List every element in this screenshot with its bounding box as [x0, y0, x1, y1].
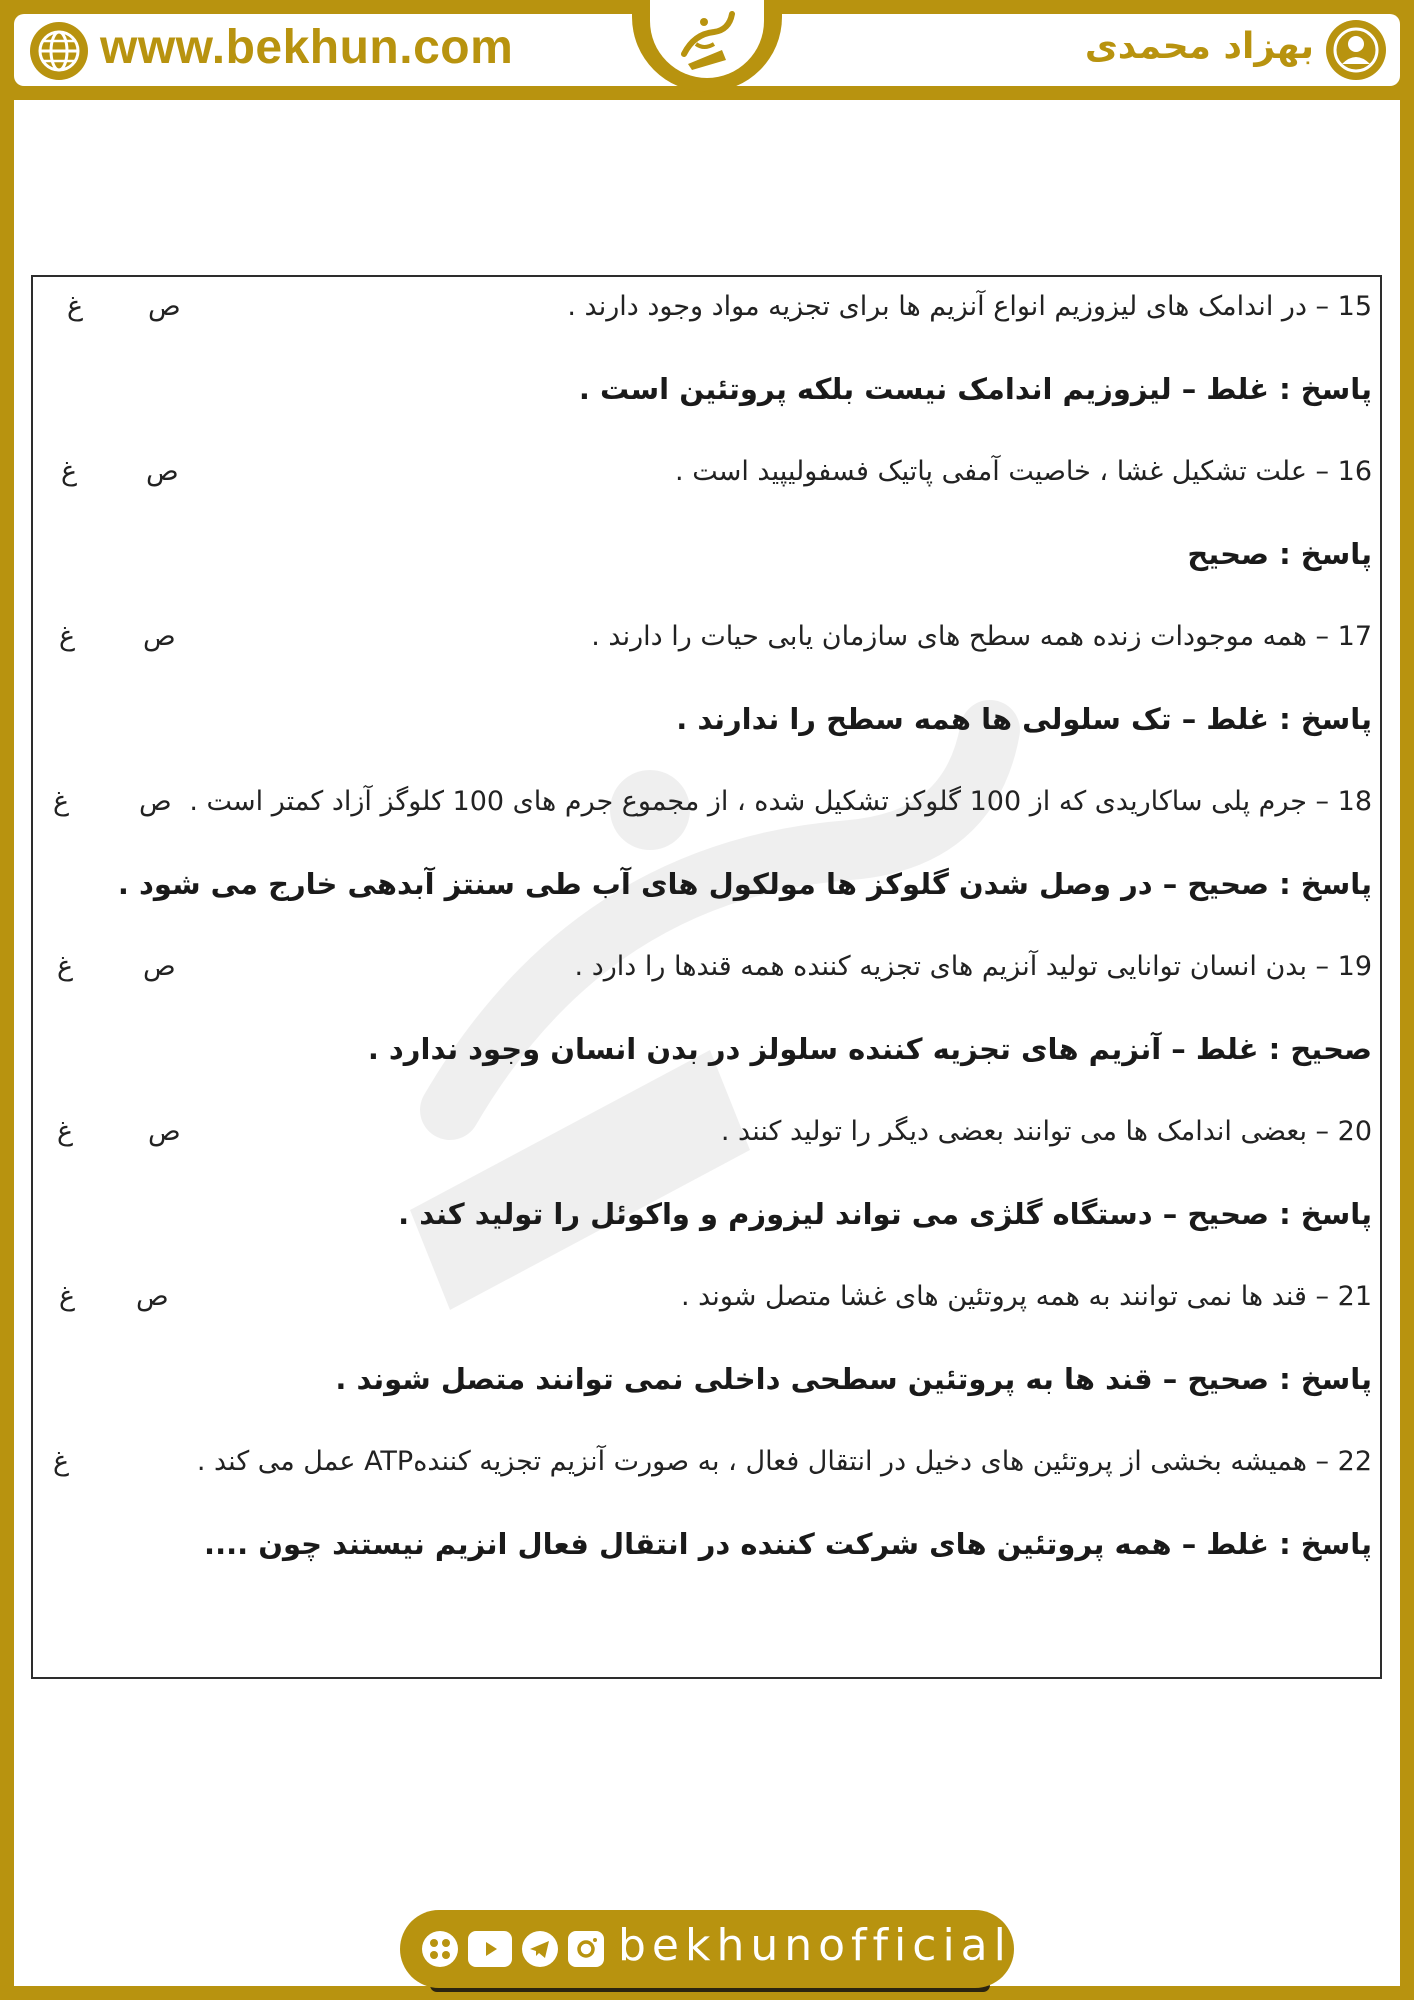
false-option[interactable]: غ	[59, 1281, 76, 1312]
answer-row-17	[33, 689, 1384, 749]
answer-text: پاسخ : غلط – لیزوزیم اندامک نیست بلکه پروتئین است .	[578, 372, 1372, 406]
true-option[interactable]: ص	[143, 621, 176, 652]
question-row-19	[33, 937, 1384, 997]
answer-text: صحیح : غلط – آنزیم های تجزیه کننده سلولز در بدن انسان وجود ندارد .	[367, 1032, 1372, 1066]
true-option[interactable]: ص	[148, 1116, 181, 1147]
true-option[interactable]: ص	[148, 291, 181, 322]
instagram-icon[interactable]	[568, 1931, 604, 1967]
social-handle[interactable]: bekhunofficial	[618, 1920, 1012, 1971]
answer-text: پاسخ : صحیح – در وصل شدن گلوکز ها مولکول های آب طی سنتز آبدهی خارج می شود .	[117, 867, 1372, 901]
true-option[interactable]: ص	[146, 456, 179, 487]
answer-text: پاسخ : صحیح	[1187, 537, 1372, 571]
question-row-21	[33, 1267, 1384, 1327]
true-option[interactable]: ص	[136, 1281, 169, 1312]
question-text: 21 – قند ها نمی توانند به همه پروتئین های غشا متصل شوند .	[680, 1281, 1372, 1312]
answer-row-22	[33, 1514, 1384, 1574]
aparat-icon[interactable]	[422, 1931, 458, 1967]
footer-social-bar	[400, 1910, 1014, 1988]
true-option[interactable]: ص	[143, 951, 176, 982]
answer-text: پاسخ : غلط – تک سلولی ها همه سطح را ندارند .	[676, 702, 1372, 736]
logo-icon	[674, 4, 740, 74]
question-row-18	[33, 772, 1384, 832]
question-text: 17 – همه موجودات زنده همه سطح های سازمان یابی حیات را دارند .	[591, 621, 1372, 652]
answer-text: پاسخ : غلط – همه پروتئین های شرکت کننده در انتقال فعال انزیم نیستند چون ....	[204, 1527, 1372, 1561]
question-text: 15 – در اندامک های لیزوزیم انواع آنزیم ها برای تجزیه مواد وجود دارند .	[567, 291, 1372, 322]
false-option[interactable]: غ	[61, 456, 78, 487]
question-row-16	[33, 442, 1384, 502]
qa-box	[31, 275, 1382, 1679]
false-option[interactable]: غ	[53, 1446, 70, 1477]
false-option[interactable]: غ	[57, 951, 74, 982]
answer-row-15	[33, 359, 1384, 419]
question-text: 20 – بعضی اندامک ها می توانند بعضی دیگر را تولید کنند .	[720, 1116, 1372, 1147]
question-row-20	[33, 1102, 1384, 1162]
false-option[interactable]: غ	[57, 1116, 74, 1147]
telegram-icon[interactable]	[522, 1931, 558, 1967]
false-option[interactable]: غ	[53, 786, 70, 817]
question-row-17	[33, 607, 1384, 667]
answer-row-20	[33, 1184, 1384, 1244]
answer-row-18	[33, 854, 1384, 914]
answer-row-19	[33, 1019, 1384, 1079]
youtube-icon[interactable]	[468, 1931, 512, 1967]
question-text: 22 – همیشه بخشی از پروتئین های دخیل در انتقال فعال ، به صورت آنزیم تجزیه کنندهATP عمل می کند .	[196, 1446, 1372, 1477]
answer-row-16	[33, 524, 1384, 584]
user-icon	[1326, 20, 1386, 80]
answer-text: پاسخ : صحیح – قند ها به پروتئین سطحی داخلی نمی توانند متصل شوند .	[335, 1362, 1372, 1396]
author-name: بهزاد محمدی	[1084, 26, 1314, 67]
question-row-22	[33, 1432, 1384, 1492]
true-option[interactable]: ص	[139, 786, 172, 817]
answer-row-21	[33, 1349, 1384, 1409]
false-option[interactable]: غ	[59, 621, 76, 652]
question-text: 16 – علت تشکیل غشا ، خاصیت آمفی پاتیک فسفولیپید است .	[675, 456, 1372, 487]
question-text: 19 – بدن انسان توانایی تولید آنزیم های تجزیه کننده همه قندها را دارد .	[574, 951, 1372, 982]
false-option[interactable]: غ	[67, 291, 84, 322]
site-url-link[interactable]: www.bekhun.com	[100, 21, 514, 74]
globe-icon	[30, 22, 88, 80]
question-text: 18 – جرم پلی ساکاریدی که از 100 گلوکز تشکیل شده ، از مجموع جرم های 100 کلوگز آزاد کمتر است .	[189, 786, 1372, 817]
question-row-15	[33, 277, 1384, 337]
answer-text: پاسخ : صحیح – دستگاه گلژی می تواند لیزوزم و واکوئل را تولید کند .	[398, 1197, 1372, 1231]
